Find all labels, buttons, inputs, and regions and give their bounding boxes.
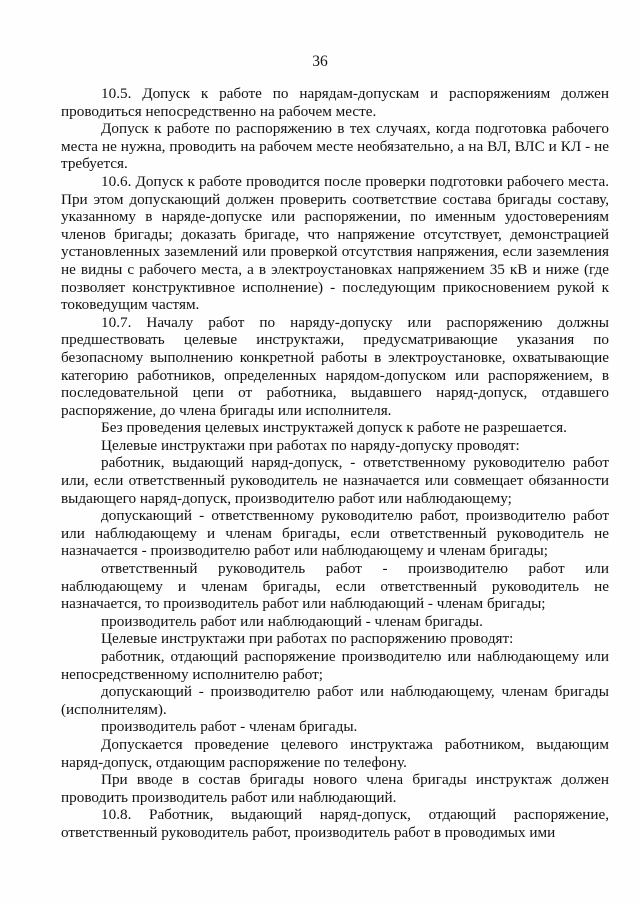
- paragraph-order-admitter: допускающий - производителю работ или наблюдающему, членам бригады (исполнителям).: [61, 683, 609, 718]
- paragraph-10-5: 10.5. Допуск к работе по нарядам-допускам и распоряжениям должен проводиться непосредственно на рабочем месте.: [61, 85, 609, 120]
- paragraph-phone-briefing: Допускается проведение целевого инструктажа работником, выдающим наряд-допуск, отдающим распоряжение по телефону.: [61, 735, 609, 771]
- paragraph-briefing-order-heading: Целевые инструктажи при работах по распоряжению проводят:: [101, 630, 514, 648]
- paragraph-briefing-admitter: допускающий - ответственному руководителю работ, производителю работ или наблюдающему и членам бригады, если ответственный руководитель не назначается - производителю работ или наблюдающему и членам бригады;: [61, 507, 609, 560]
- page-number: 36: [312, 53, 328, 70]
- paragraph-briefing-issuer: работник, выдающий наряд-допуск, - ответственному руководителю работ или, если ответственный руководитель не назначается или совмещает обязанности выдающего наряд-допуск, производителю работ или наблюдающему;: [61, 454, 609, 507]
- paragraph-briefing-foreman: производитель работ или наблюдающий - членам бригады.: [101, 612, 483, 630]
- paragraph-10-6: 10.6. Допуск к работе проводится после проверки подготовки рабочего места. При этом допускающий должен проверить соответствие состава бригады составу, указанному в наряде-допуске или распоряжении, по именным удостоверениям членов бригады; доказать бригаде, что напряжение отсутствует, демонстрацией установленных заземлений или проверкой отсутствия напряжения, если заземления не видны с рабочего места, а в электроустановках напряжением 35 кВ и ниже (где позволяет конструктивное исполнение) - последующим прикосновением рукой к токоведущим частям.: [61, 172, 609, 314]
- paragraph-10-7: 10.7. Началу работ по наряду-допуску или распоряжению должны предшествовать целевые инструктажи, предусматривающие указания по безопасному выполнению конкретной работы в электроустановке, охватывающие категорию работников, определенных нарядом-допуском или распоряжением, в последовательной цепи от работника, выдавшего наряд-допуск, отдавшего распоряжение, до члена бригады или исполнителя.: [61, 313, 609, 419]
- document-body: [61, 85, 609, 842]
- paragraph-briefing-supervisor: ответственный руководитель работ - производителю работ или наблюдающему и членам бригады, если ответственный руководитель не назначается, то производитель работ или наблюдающий - членам бригады;: [61, 560, 609, 613]
- paragraph-no-briefing: Без проведения целевых инструктажей допуск к работе не разрешается.: [101, 419, 567, 437]
- paragraph-new-member: При вводе в состав бригады нового члена бригады инструктаж должен проводить производитель работ или наблюдающий.: [61, 771, 609, 806]
- paragraph-briefing-permit-heading: Целевые инструктажи при работах по наряду-допуску проводят:: [101, 436, 520, 454]
- paragraph-order-foreman: производитель работ - членам бригады.: [101, 718, 358, 736]
- paragraph-order-giver: работник, отдающий распоряжение производителю или наблюдающему или непосредственному исполнителю работ;: [61, 648, 609, 683]
- paragraph-order-admission: Допуск к работе по распоряжению в тех случаях, когда подготовка рабочего места не нужна, проводить на рабочем месте необязательно, а на ВЛ, ВЛС и КЛ - не требуется.: [61, 120, 609, 173]
- paragraph-10-8: 10.8. Работник, выдающий наряд-допуск, отдающий распоряжение, ответственный руководитель работ, производитель работ в проводимых ими: [61, 806, 609, 841]
